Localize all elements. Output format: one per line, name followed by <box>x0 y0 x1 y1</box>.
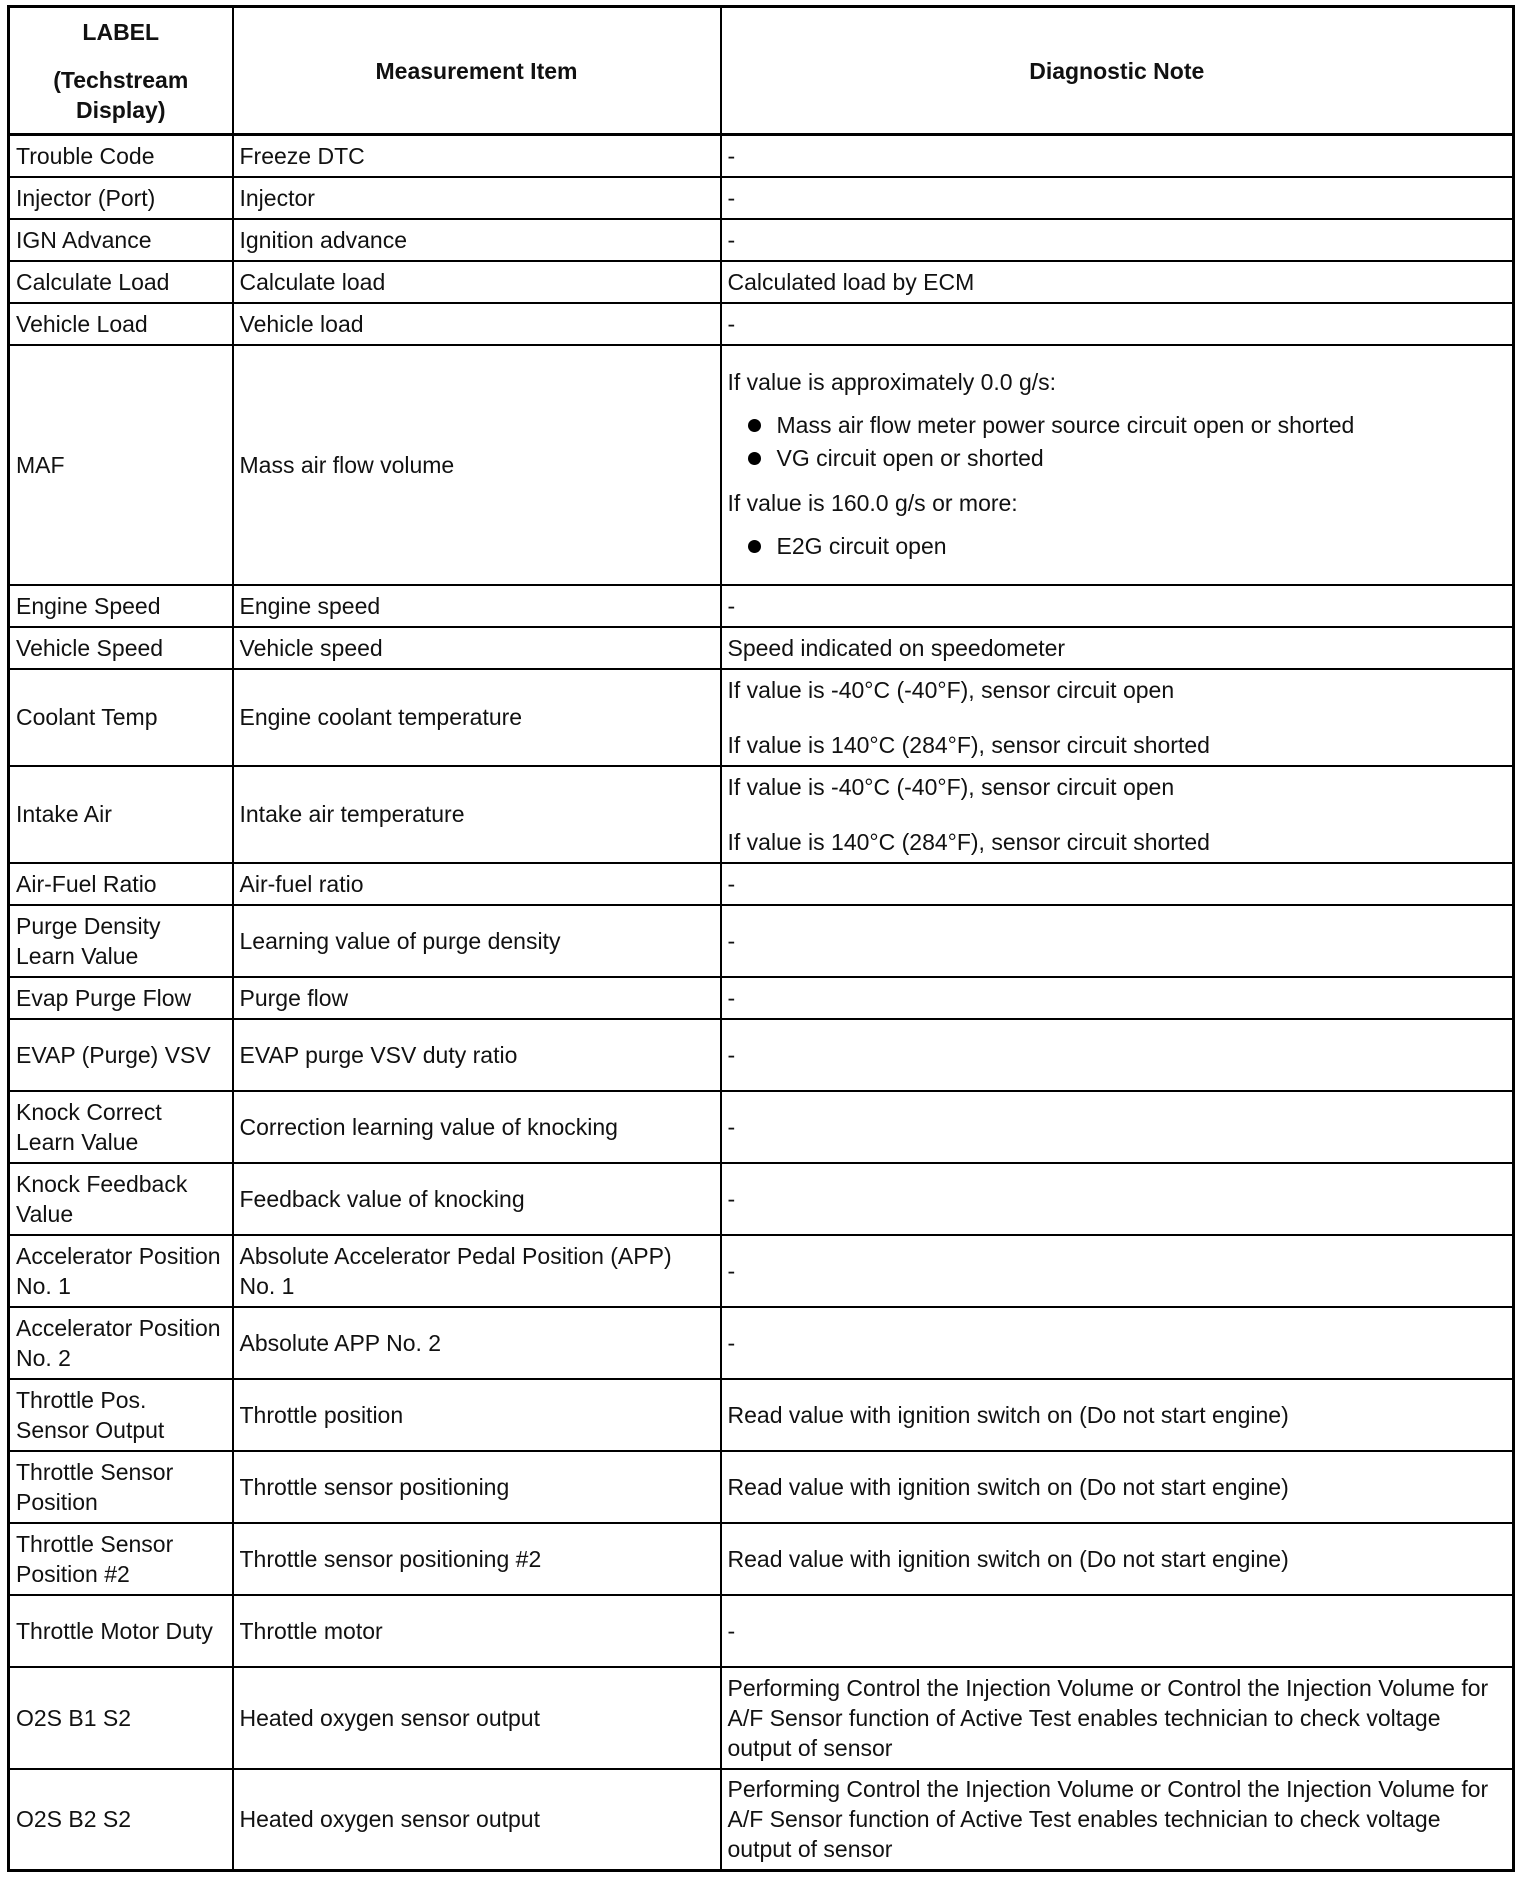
item-cell: Purge flow <box>233 977 721 1019</box>
note-paragraph: If value is approximately 0.0 g/s: <box>727 368 1057 395</box>
header-label-line-3: Display) <box>76 96 166 123</box>
label-cell: MAF <box>9 345 233 585</box>
note-cell: - <box>721 1163 1514 1235</box>
note-cell: - <box>721 585 1514 627</box>
label-cell: Vehicle Load <box>9 303 233 345</box>
item-cell: Throttle motor <box>233 1595 721 1667</box>
note-cell: Calculated load by ECM <box>721 261 1514 303</box>
note-paragraph: If value is -40°C (-40°F), sensor circuit open <box>727 773 1175 800</box>
note-paragraph: If value is -40°C (-40°F), sensor circuit open <box>727 676 1175 703</box>
item-cell: Absolute APP No. 2 <box>233 1307 721 1379</box>
label-cell: EVAP (Purge) VSV <box>9 1019 233 1091</box>
note-cell: Speed indicated on speedometer <box>721 627 1514 669</box>
item-cell: Intake air temperature <box>233 766 721 863</box>
bullet-icon <box>748 419 761 432</box>
item-cell: Learning value of purge density <box>233 905 721 977</box>
bullet-list <box>728 409 1507 475</box>
table-row <box>9 585 1514 627</box>
table-row <box>9 669 1514 766</box>
table-row <box>9 863 1514 905</box>
table-row <box>9 977 1514 1019</box>
data-list-table <box>7 5 1515 1872</box>
label-cell: Trouble Code <box>9 135 233 177</box>
header-diagnostic-note: Diagnostic Note <box>721 7 1514 135</box>
header-label <box>9 7 233 135</box>
bullet-text: VG circuit open or shorted <box>776 444 1044 471</box>
table-row <box>9 1307 1514 1379</box>
item-cell: Freeze DTC <box>233 135 721 177</box>
table-row <box>9 1523 1514 1595</box>
note-cell: - <box>721 1307 1514 1379</box>
note-paragraph: If value is 140°C (284°F), sensor circuit shorted <box>727 828 1210 855</box>
label-cell: Intake Air <box>9 766 233 863</box>
note-cell: - <box>721 1235 1514 1307</box>
note-cell: - <box>721 219 1514 261</box>
note-paragraph: If value is 160.0 g/s or more: <box>727 489 1018 516</box>
label-cell: Throttle Sensor Position #2 <box>9 1523 233 1595</box>
note-cell: Read value with ignition switch on (Do not start engine) <box>721 1523 1514 1595</box>
item-cell: Engine coolant temperature <box>233 669 721 766</box>
label-cell: Throttle Sensor Position <box>9 1451 233 1523</box>
note-cell: - <box>721 177 1514 219</box>
table-row <box>9 1019 1514 1091</box>
note-cell <box>721 669 1514 766</box>
bullet-icon <box>748 452 761 465</box>
item-cell: Injector <box>233 177 721 219</box>
table-row <box>9 627 1514 669</box>
header-row <box>9 7 1514 135</box>
note-cell: - <box>721 135 1514 177</box>
note-cell: Read value with ignition switch on (Do not start engine) <box>721 1451 1514 1523</box>
table-row <box>9 1595 1514 1667</box>
label-cell: Air-Fuel Ratio <box>9 863 233 905</box>
label-cell: Calculate Load <box>9 261 233 303</box>
item-cell: Absolute Accelerator Pedal Position (APP) No. 1 <box>233 1235 721 1307</box>
label-cell: Evap Purge Flow <box>9 977 233 1019</box>
bullet-text: E2G circuit open <box>776 532 947 559</box>
bullet-icon <box>748 540 761 553</box>
bullet-list <box>728 530 1507 563</box>
bullet-item <box>728 409 1507 442</box>
note-cell: Performing Control the Injection Volume or Control the Injection Volume for A/F Sensor function of Active Test enables technician to check voltage output of sensor <box>721 1769 1514 1871</box>
note-paragraph: If value is 140°C (284°F), sensor circuit shorted <box>727 731 1210 758</box>
item-cell: Correction learning value of knocking <box>233 1091 721 1163</box>
note-cell: - <box>721 1091 1514 1163</box>
bullet-item <box>728 530 1507 563</box>
bullet-text: Mass air flow meter power source circuit open or shorted <box>776 411 1355 438</box>
note-cell: - <box>721 977 1514 1019</box>
header-label-line-2: (Techstream <box>53 66 189 93</box>
item-cell: Mass air flow volume <box>233 345 721 585</box>
header-label-line-1: LABEL <box>82 18 160 45</box>
item-cell: Heated oxygen sensor output <box>233 1769 721 1871</box>
label-cell: Coolant Temp <box>9 669 233 766</box>
bullet-item <box>728 442 1507 475</box>
item-cell: Calculate load <box>233 261 721 303</box>
item-cell: Vehicle speed <box>233 627 721 669</box>
label-cell: Knock Correct Learn Value <box>9 1091 233 1163</box>
label-cell: Injector (Port) <box>9 177 233 219</box>
label-cell: Engine Speed <box>9 585 233 627</box>
table-row <box>9 219 1514 261</box>
table-row <box>9 177 1514 219</box>
note-cell: - <box>721 303 1514 345</box>
table-row <box>9 1091 1514 1163</box>
note-cell: - <box>721 905 1514 977</box>
item-cell: Ignition advance <box>233 219 721 261</box>
table-row <box>9 1379 1514 1451</box>
note-cell <box>721 766 1514 863</box>
label-cell: O2S B1 S2 <box>9 1667 233 1769</box>
label-cell: Throttle Motor Duty <box>9 1595 233 1667</box>
note-cell: - <box>721 1595 1514 1667</box>
item-cell: Engine speed <box>233 585 721 627</box>
item-cell: Vehicle load <box>233 303 721 345</box>
label-cell: Accelerator Position No. 1 <box>9 1235 233 1307</box>
table-row <box>9 766 1514 863</box>
note-cell: Read value with ignition switch on (Do not start engine) <box>721 1379 1514 1451</box>
table-row <box>9 1667 1514 1769</box>
table-row <box>9 345 1514 585</box>
table-row <box>9 303 1514 345</box>
table-row <box>9 1769 1514 1871</box>
label-cell: Purge Density Learn Value <box>9 905 233 977</box>
item-cell: Feedback value of knocking <box>233 1163 721 1235</box>
label-cell: Vehicle Speed <box>9 627 233 669</box>
note-cell: Performing Control the Injection Volume or Control the Injection Volume for A/F Sensor function of Active Test enables technician to check voltage output of sensor <box>721 1667 1514 1769</box>
label-cell: Accelerator Position No. 2 <box>9 1307 233 1379</box>
note-cell: - <box>721 863 1514 905</box>
item-cell: Air-fuel ratio <box>233 863 721 905</box>
note-cell <box>721 345 1514 585</box>
note-cell: - <box>721 1019 1514 1091</box>
header-measurement-item: Measurement Item <box>233 7 721 135</box>
table-row <box>9 1235 1514 1307</box>
label-cell: Knock Feedback Value <box>9 1163 233 1235</box>
label-cell: O2S B2 S2 <box>9 1769 233 1871</box>
label-cell: Throttle Pos. Sensor Output <box>9 1379 233 1451</box>
table-row <box>9 261 1514 303</box>
item-cell: Throttle sensor positioning <box>233 1451 721 1523</box>
item-cell: EVAP purge VSV duty ratio <box>233 1019 721 1091</box>
label-cell: IGN Advance <box>9 219 233 261</box>
table-row <box>9 1163 1514 1235</box>
item-cell: Throttle sensor positioning #2 <box>233 1523 721 1595</box>
item-cell: Throttle position <box>233 1379 721 1451</box>
table-row <box>9 1451 1514 1523</box>
table-row <box>9 135 1514 177</box>
table-row <box>9 905 1514 977</box>
item-cell: Heated oxygen sensor output <box>233 1667 721 1769</box>
